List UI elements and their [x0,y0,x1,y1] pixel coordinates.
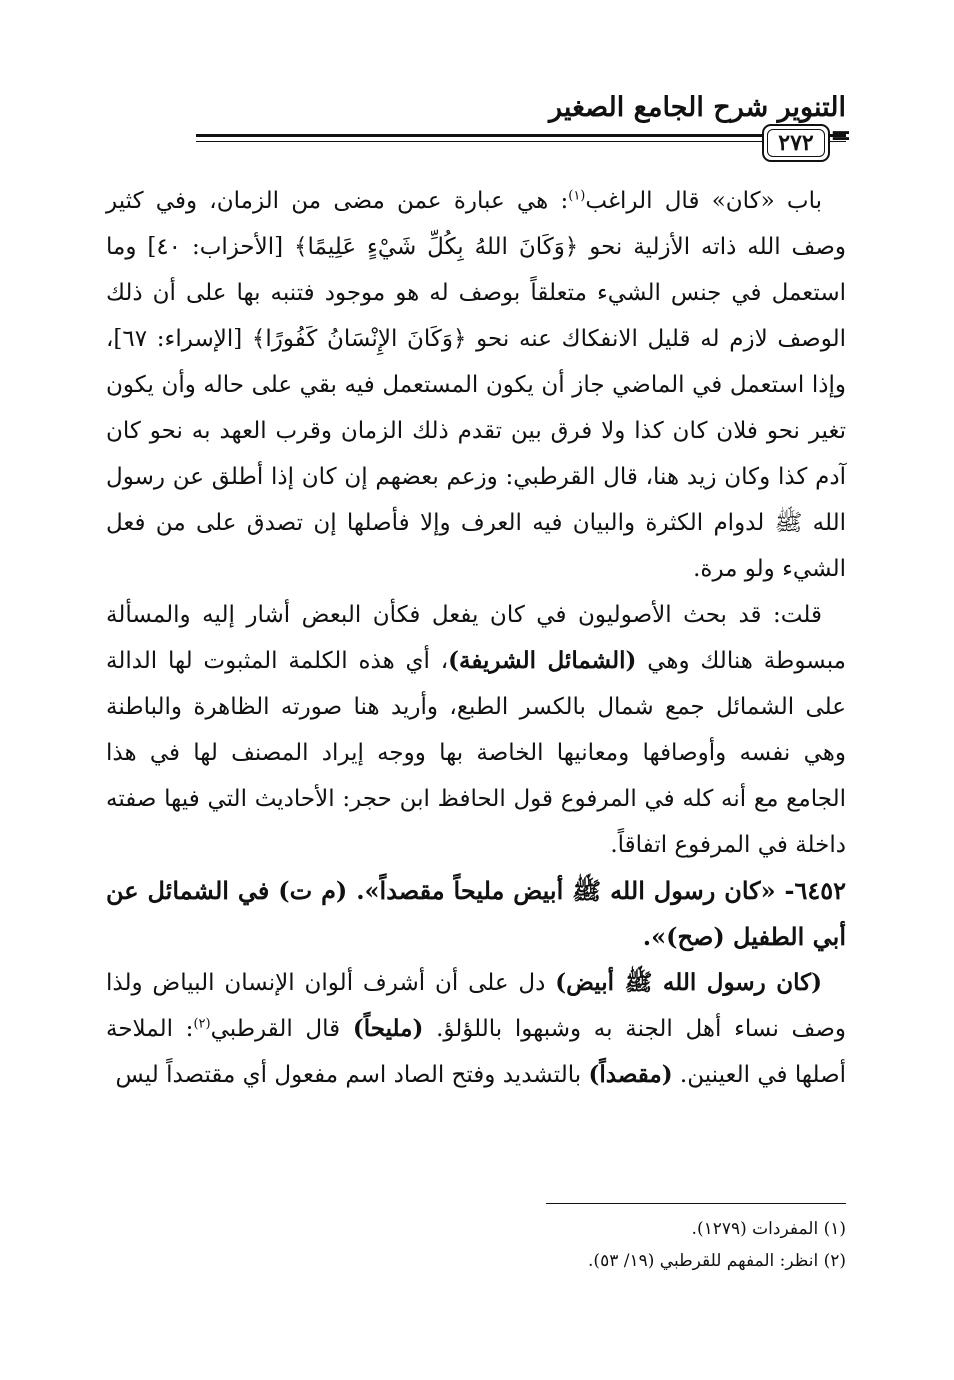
header-rule-thin [196,141,846,142]
page-edge-mark: = [830,121,852,151]
paragraph-3-bold-3: (مقصداً) [588,1061,673,1088]
body-text [106,178,846,1098]
page-number-text: ٢٧٢ [778,130,814,156]
paragraph-2-part-b: ، أي هذه الكلمة المثبوت لها الدالة على الشمائل جمع شمال بالكسر الطبع، وأريد هنا صورته الظاهرة والباطنة وهي نفسه وأوصافها ومعانيها الخاصة بها ووجه إيراد المصنف لها في هذا الجامع مع أنه كله في المرفوع قول الحافظ ابن حجر: الأحاديث التي فيها صفته داخلة في المرفوع اتفاقاً. [106,648,846,858]
paragraph-3-part-c: : الملاحة أصلها في العينين. [106,1016,846,1088]
footnote-ref-2: (٢) [193,1016,211,1032]
footnotes [106,1213,846,1277]
running-title: التنوير شرح الجامع الصغير [549,92,846,123]
footnote-1: (١) المفردات (١٢٧٩). [691,1219,846,1239]
paragraph-3-part-a: دل على أن أشرف ألوان الإنسان البياض ولذا وصف نساء أهل الجنة به وشبهوا باللؤلؤ. [106,970,847,1042]
hadith-entry: ٦٤٥٢- «كان رسول الله ﷺ أبيض مليحاً مقصداً». (م ت) في الشمائل عن أبي الطفيل (صح)». [106,876,846,951]
paragraph-3 [106,960,846,1098]
paragraph-3-part-d: بالتشديد وفتح الصاد اسم مفعول أي مقتصداً ليس [115,1062,589,1088]
paragraph-2-bold: (الشمائل الشريفة) [448,647,637,674]
paragraph-3-bold-1: (كان رسول الله ﷺ أبيض) [555,969,823,996]
paragraph-2-part-a: قلت: قد بحث الأصوليون في كان يفعل فكأن البعض أشار إليه والمسألة مبسوطة هنالك وهي [106,602,846,674]
footnote-rule [546,1203,846,1204]
paragraph-2 [106,592,846,868]
paragraph-1-part-a: باب «كان» قال الراغب [585,188,822,214]
footnote-2: (٢) انظر: المفهم للقرطبي (١٩/ ٥٣). [588,1251,846,1271]
page-number [762,124,830,162]
paragraph-1-part-b: : هي عبارة عمن مضى من الزمان، وفي كثير وصف الله ذاته الأزلية نحو ﴿وَكَانَ اللهُ بِكُلِّ شَيْءٍ عَلِيمًا﴾ [الأحزاب: ٤٠] وما استعمل في جنس الشيء متعلقاً بوصف له هو موجود فتنبه بها على أن ذلك الوصف لازم له قليل الانفكاك عنه نحو ﴿وَكَانَ الإِنْسَانُ كَفُورًا﴾ [الإسراء: ٦٧]، وإذا استعمل في الماضي جاز أن يكون المستعمل فيه بقي على حاله وأن يكون تغير نحو فلان كان كذا ولا فرق بين تقدم ذلك الزمان وقرب العهد به نحو كان آدم كذا وكان زيد هنا، قال القرطبي: وزعم بعضهم إن كان إذا أطلق عن رسول الله ﷺ لدوام الكثرة والبيان فيه العرف وإلا فأصلها إن تصدق على من فعل الشيء ولو مرة. [106,188,846,582]
paragraph-3-bold-2: (مليحاً) [352,1015,424,1042]
footnote-ref-1: (١) [568,188,586,204]
paragraph-3-part-b: قال القرطبي [210,1016,353,1042]
header-rule-thick [196,134,846,137]
paragraph-1 [106,178,846,592]
